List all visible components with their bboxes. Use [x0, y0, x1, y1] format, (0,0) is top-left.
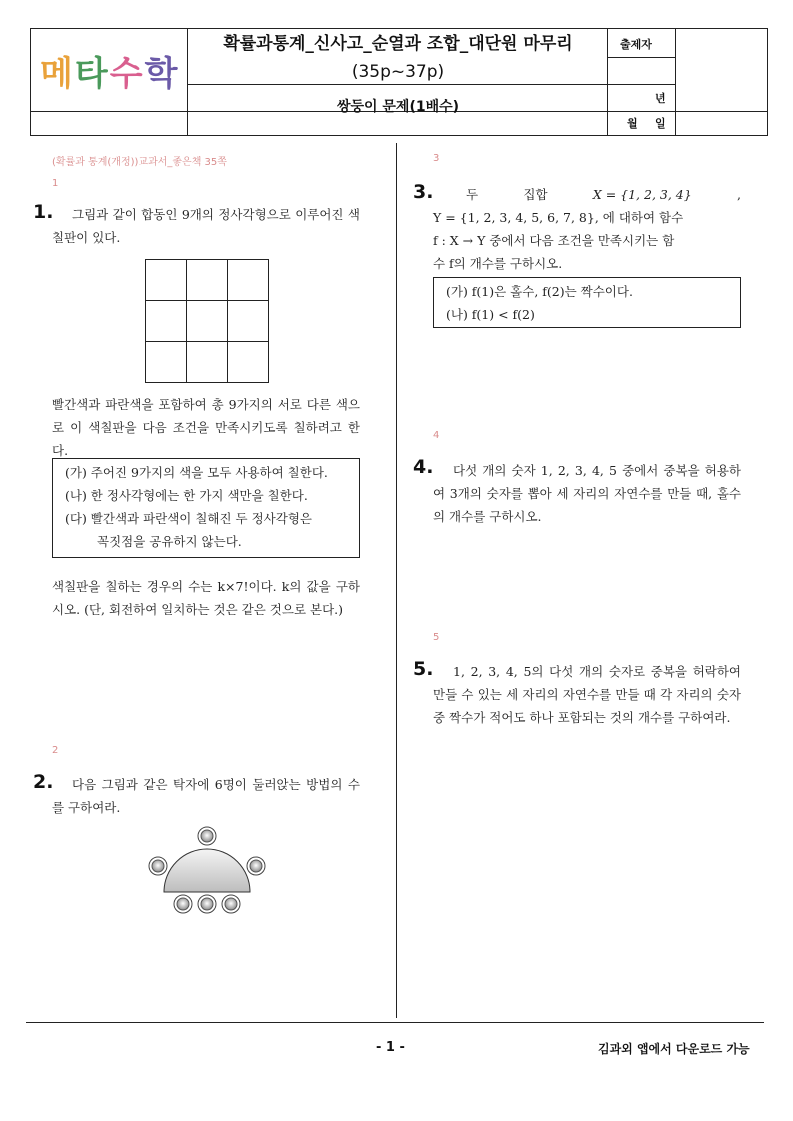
logo: [40, 46, 180, 94]
q3-condition-2: (나) f(1) < f(2): [446, 307, 535, 322]
semicircle-table: [164, 849, 250, 892]
q1-condition-3a: (다) 빨간색과 파란색이 칠해진 두 정사각형은: [65, 511, 312, 526]
logo-char-1: 메: [40, 54, 75, 94]
q1-number: 1.: [33, 201, 54, 223]
q3-line1-d: ,: [737, 187, 741, 202]
board-cell: [228, 301, 269, 342]
q3-line3: f : X → Y 중에서 다음 조건을 만족시키는 함: [433, 233, 675, 248]
board-cell: [187, 260, 228, 301]
q2-number: 2.: [33, 771, 54, 793]
board-cell: [187, 342, 228, 383]
board-cell: [228, 260, 269, 301]
seat-bottom-1: [174, 895, 192, 913]
q3-line2: Y = {1, 2, 3, 4, 5, 6, 7, 8}, 에 대하여 함수: [433, 210, 684, 225]
q1-condition-box: [52, 458, 360, 558]
q2-tag: 2: [52, 745, 59, 756]
seat-bottom-3: [222, 895, 240, 913]
footer-rule: [26, 1022, 764, 1023]
column-divider: [396, 143, 397, 1018]
q3-text: [433, 183, 741, 275]
seat-right: [247, 857, 265, 875]
q3-condition-1: (가) f(1)은 홀수, f(2)는 짝수이다.: [446, 284, 633, 299]
q5-tag: 5: [433, 632, 440, 643]
q3-line4: 수 f의 개수를 구하시오.: [433, 256, 563, 271]
table-figure: [140, 820, 275, 920]
seat-left: [149, 857, 167, 875]
coloring-board: [145, 259, 269, 383]
q3-line1-b: 집합: [523, 187, 548, 202]
logo-char-4: 학: [144, 54, 180, 94]
q1-text: 그림과 같이 합동인 9개의 정사각형으로 이루어진 색칠판이 있다.: [52, 207, 360, 245]
board-cell: [146, 301, 187, 342]
q1-condition-2: (나) 한 정사각형에는 한 가지 색만을 칠한다.: [65, 488, 308, 503]
month-label: 월: [627, 117, 638, 130]
q5-text: 1, 2, 3, 4, 5의 다섯 개의 숫자로 중복을 허락하여 만들 수 있는 세 자리의 자연수를 만들 때 각 자리의 숫자 중 짝수가 적어도 하나 포함되는 것의 개수를 구하여라.: [433, 664, 741, 725]
page-subtitle: 쌍둥이 문제(1배수): [336, 99, 460, 115]
q3-line1-c: X = {1, 2, 3, 4}: [592, 187, 692, 202]
page-number: - 1 -: [376, 1040, 405, 1055]
source-note: (확률과 통계(개정))교과서_좋은책 35쪽: [52, 157, 227, 168]
q1-condition-1: (가) 주어진 9가지의 색을 모두 사용하여 칠한다.: [65, 465, 328, 480]
q1-condition-3b: 꼭짓점을 공유하지 않는다.: [97, 534, 242, 549]
setter-cell-divider: [607, 57, 675, 58]
board-cell: [146, 260, 187, 301]
q1-tag: 1: [52, 178, 59, 189]
title-line-1: 확률과통계_신사고_순열과 조합_대단원 마무리: [223, 34, 573, 54]
title-line-2: (35p~37p): [351, 62, 445, 82]
seat-top: [198, 827, 216, 845]
q4-text: 다섯 개의 숫자 1, 2, 3, 4, 5 중에서 중복을 허용하여 3개의 숫자를 뽑아 세 자리의 자연수를 만들 때, 홀수의 개수를 구하시오.: [433, 463, 741, 524]
q4-tag: 4: [433, 430, 440, 441]
day-label: 일: [655, 117, 666, 130]
header-col-divider-3: [675, 28, 676, 136]
q1-text-3: 색칠판을 칠하는 경우의 수는 k×7!이다. k의 값을 구하시오. (단, 회전하여 일치하는 것은 같은 것으로 본다.): [52, 579, 360, 617]
download-note: 김과외 앱에서 다운로드 가능: [598, 1042, 750, 1056]
q5-number: 5.: [413, 658, 434, 680]
seat-bottom-2: [198, 895, 216, 913]
q3-condition-box: [433, 277, 741, 328]
q3-line1-a: 두: [466, 187, 479, 202]
board-cell: [146, 342, 187, 383]
logo-char-2: 타: [74, 54, 110, 94]
q3-tag: 3: [433, 153, 440, 164]
setter-label: 출제자: [620, 38, 652, 51]
page-title: [188, 30, 608, 86]
q1-text-2: 빨간색과 파란색을 포함하여 총 9가지의 서로 다른 색으로 이 색칠판을 다음 조건을 만족시키도록 칠하려고 한다.: [52, 397, 360, 458]
logo-char-3: 수: [109, 54, 145, 94]
q4-number: 4.: [413, 456, 434, 478]
q3-number: 3.: [413, 181, 434, 203]
board-cell: [187, 301, 228, 342]
q2-text: 다음 그림과 같은 탁자에 6명이 둘러앉는 방법의 수를 구하여라.: [52, 777, 360, 815]
year-label: 년: [655, 92, 666, 105]
board-cell: [228, 342, 269, 383]
